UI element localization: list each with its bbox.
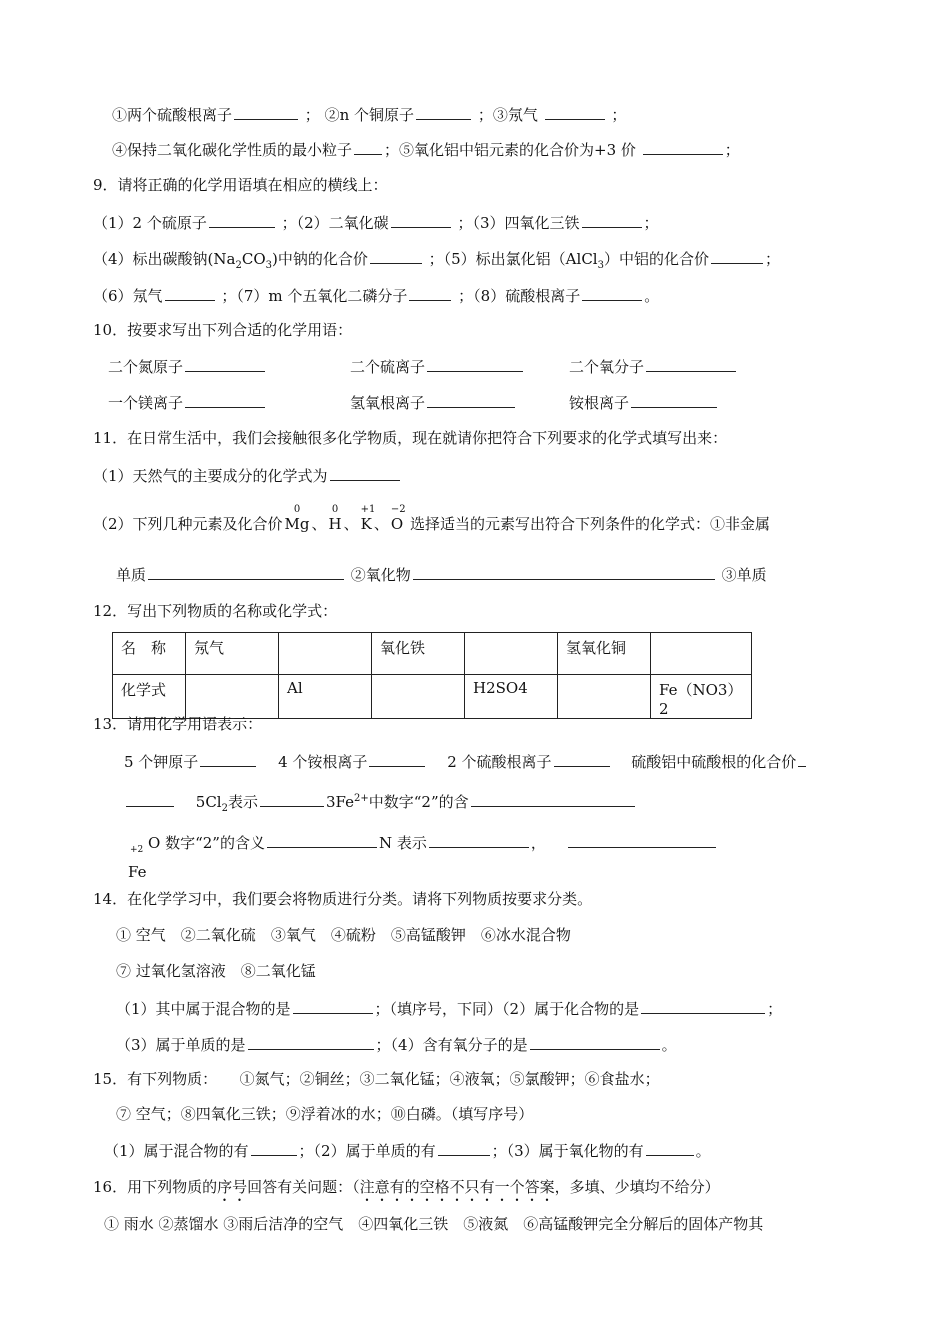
blank[interactable] <box>641 998 765 1014</box>
q10-item: 氢氧根离子 <box>350 392 517 413</box>
blank[interactable] <box>234 104 298 120</box>
blank[interactable] <box>429 832 529 848</box>
table-cell: 化学式 <box>113 675 186 719</box>
q11-line3: 单质 ②氧化物 ③单质 <box>116 566 767 584</box>
blank[interactable] <box>148 564 344 580</box>
q15-line3: （1）属于混合物的有 ；（2）属于单质的有 ；（3）属于氧化物的有 。 <box>104 1142 711 1160</box>
blank[interactable] <box>165 285 215 301</box>
q9-line2: （4）标出碳酸钠$(Na_2CO_3)$中钠的化合价 ；（5）标出氯化铝（AlCl$_3$）中铝的化合价 ； <box>93 250 780 271</box>
blank[interactable] <box>251 1140 297 1156</box>
blank[interactable] <box>293 998 373 1014</box>
blank[interactable] <box>185 356 265 372</box>
blank[interactable] <box>646 1140 694 1156</box>
blank[interactable] <box>554 751 610 767</box>
blank[interactable] <box>126 791 174 807</box>
table-cell[interactable] <box>651 633 752 675</box>
table-cell: Al <box>279 675 372 719</box>
q14-line1: （1）其中属于混合物的是 ；（填序号，下同）（2）属于化合物的是 ； <box>116 1000 783 1018</box>
q10-item: 二个硫离子 <box>350 356 525 377</box>
blank[interactable] <box>391 212 451 228</box>
table-cell: 氢氧化铜 <box>558 633 651 675</box>
q11-line2: （2）下列几种元素及化合价 0 Mg 、 0 H 、 +1 K 、 −2 O 选择适当的元素写出符合下列条件的化学式：①非金属 <box>93 504 770 533</box>
q15-line2: ⑦ 空气；⑧四氧化三铁；⑨浮着冰的水；⑩白磷。（填写序号） <box>116 1105 534 1123</box>
blank[interactable] <box>200 751 256 767</box>
q11-line1: （1）天然气的主要成分的化学式为 <box>93 465 402 486</box>
element-o: −2 O <box>390 504 406 533</box>
blank[interactable] <box>185 392 265 408</box>
blank[interactable] <box>370 248 422 264</box>
q13-line2: $5Cl_2$表示 $3Fe^{2+}$中数字“2”的含 <box>124 791 637 812</box>
table-cell: 名 称 <box>113 633 186 675</box>
q10-item: 铵根离子 <box>569 392 719 413</box>
blank[interactable] <box>530 1034 660 1050</box>
q10-item: 一个镁离子 <box>108 392 267 413</box>
blank[interactable] <box>330 465 400 481</box>
q12-table <box>112 632 752 719</box>
table-cell[interactable] <box>186 675 279 719</box>
element-k: +1 K <box>360 504 376 533</box>
blank[interactable] <box>631 392 717 408</box>
table-cell: Fe（NO3）2 <box>651 675 752 719</box>
blank[interactable] <box>416 104 471 120</box>
q9-title: 9．请将正确的化学用语填在相应的横线上： <box>93 176 388 194</box>
blank[interactable] <box>568 832 716 848</box>
q13-line1: 5 个钾原子 4 个铵根离子 2 个硫酸根离子 硫酸铝中硫酸根的化合价 <box>124 751 808 772</box>
blank[interactable] <box>471 791 635 807</box>
blank[interactable] <box>545 104 605 120</box>
q14-title: 14．在化学学习中，我们要会将物质进行分类。请将下列物质按要求分类。 <box>93 890 593 908</box>
q9-line3: （6）氖气 ；（7）m 个五氧化二磷分子 ；（8）硫酸根离子 。 <box>93 287 660 305</box>
table-row <box>113 633 752 675</box>
blank[interactable] <box>209 212 275 228</box>
q15-title: 15．有下列物质： ①氮气；②铜丝；③二氧化锰；④液氧；⑤氯酸钾；⑥食盐水； <box>93 1070 660 1088</box>
blank[interactable] <box>260 791 324 807</box>
table-row <box>113 675 752 719</box>
q16-line2: ① 雨水 ②蒸馏水 ③雨后洁净的空气 ④四氧化三铁 ⑤液氮 ⑥高锰酸钾完全分解后的固体产物其 <box>104 1215 764 1233</box>
element-h: 0 H <box>328 504 342 533</box>
q16-title: 16．用下列物质的序号回答有关问题：（注意有的空格不只有一个答案，多填、少填均不给分） <box>93 1178 720 1196</box>
table-cell[interactable] <box>372 675 465 719</box>
q8-line2: ④保持二氧化碳化学性质的最小粒子 ；⑤氧化铝中铝元素的化合价为+3 价 ； <box>112 141 740 159</box>
q9-line1: （1）2 个硫原子 ；（2）二氧化碳 ；（3）四氧化三铁 ； <box>93 214 659 232</box>
q10-item: 二个氮原子 <box>108 356 267 377</box>
blank[interactable] <box>409 285 451 301</box>
q14-items2: ⑦ 过氧化氢溶液 ⑧二氧化锰 <box>116 962 316 980</box>
blank[interactable] <box>427 356 523 372</box>
table-cell: 氖气 <box>186 633 279 675</box>
blank[interactable] <box>438 1140 490 1156</box>
q12-title: 12．写出下列物质的名称或化学式： <box>93 602 338 620</box>
blank[interactable] <box>369 751 425 767</box>
blank[interactable] <box>427 392 515 408</box>
blank[interactable] <box>798 751 806 767</box>
blank[interactable] <box>711 248 763 264</box>
q13-title: 13．请用化学用语表示： <box>93 715 263 733</box>
table-cell: H2SO4 <box>465 675 558 719</box>
q13-line3: +2 Fe O 数字“2”的含义 N 表示 ， <box>128 832 718 853</box>
q10-title: 10．按要求写出下列合适的化学用语： <box>93 321 353 339</box>
q10-item: 二个氧分子 <box>569 356 738 377</box>
q14-items1: ① 空气 ②二氧化硫 ③氧气 ④硫粉 ⑤高锰酸钾 ⑥冰水混合物 <box>116 926 571 944</box>
table-cell[interactable] <box>465 633 558 675</box>
blank[interactable] <box>646 356 736 372</box>
element-mg: 0 Mg <box>284 504 310 533</box>
blank[interactable] <box>582 212 642 228</box>
blank[interactable] <box>582 285 642 301</box>
q14-line2: （3）属于单质的是 ；（4）含有氧分子的是 。 <box>116 1036 677 1054</box>
blank[interactable] <box>354 139 382 155</box>
blank[interactable] <box>267 832 377 848</box>
table-cell[interactable] <box>279 633 372 675</box>
table-cell[interactable] <box>558 675 651 719</box>
blank[interactable] <box>643 139 723 155</box>
q11-title: 11．在日常生活中，我们会接触很多化学物质，现在就请你把符合下列要求的化学式填写出来： <box>93 429 728 447</box>
blank[interactable] <box>413 564 715 580</box>
q8-line1: ①两个硫酸根离子 ； ②n 个铜原子 ；③氖气 ； <box>112 106 627 124</box>
blank[interactable] <box>248 1034 374 1050</box>
table-cell: 氧化铁 <box>372 633 465 675</box>
